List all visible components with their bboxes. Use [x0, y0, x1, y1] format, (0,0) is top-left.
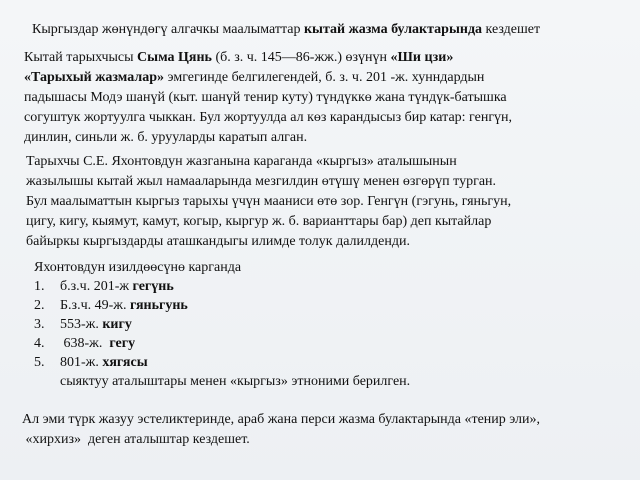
list-item	[34, 277, 634, 296]
paragraph-line: жазылышы кытай жыл намааларында мезгилдин өтүшү менен өзгөрүп турган.	[26, 174, 497, 189]
paragraph-line: Тарыхчы С.Е. Яхонтовдун жазганына караганда «кыргыз» аталышынын	[26, 154, 457, 169]
paragraph-line: цигу, кигу, кыямут, камут, когыр, кыргур ж. б. варианттары бар) деп кытайлар	[26, 214, 492, 229]
list-item	[34, 353, 634, 372]
paragraph-line: «хирхиз» деген аталыштар кездешет.	[22, 432, 250, 447]
paragraph-turkic-sources	[22, 410, 632, 450]
list-number: 1.	[34, 279, 45, 294]
list-item-text: б.з.ч. 201-ж	[60, 279, 130, 294]
list-item-name: хягясы	[102, 355, 148, 370]
heading-line	[32, 20, 632, 40]
list-item-name: гегүнь	[132, 279, 174, 294]
paragraph-line	[24, 48, 624, 68]
list-item-text: 553-ж.	[60, 317, 99, 332]
paragraph-line: байыркы кыргыздарды аташкандыгы илимде толук далилденди.	[26, 234, 410, 249]
list-intro-text: Яхонтовдун изилдөөсүнө карганда	[34, 260, 242, 275]
paragraph-yakhontov	[26, 152, 626, 252]
text-run: Кытай тарыхчысы	[24, 50, 138, 65]
paragraph-sima-qian	[24, 48, 624, 148]
list-item-text: Б.з.ч. 49-ж.	[60, 298, 127, 313]
paragraph-line: Ал эми түрк жазуу эстеликтеринде, араб жана перси жазма булактарында «тенир эли»,	[22, 412, 541, 427]
list-item-name: кигу	[102, 317, 132, 332]
heading-text-bold: кытай жазма булактарында	[303, 22, 483, 37]
list-item-text: 638-ж.	[60, 336, 106, 351]
text-run: (б. з. ч. 145—86-жж.) өзүнүн	[211, 50, 391, 65]
list-item-text: 801-ж.	[60, 355, 99, 370]
list-number: 4.	[34, 336, 45, 351]
list-tail: сыяктуу аталыштары менен «кыргыз» этноними берилген.	[60, 374, 411, 389]
paragraph-line: динлин, синьли ж. б. урууларды каратып алган.	[24, 130, 308, 145]
name-variants-list	[34, 258, 634, 391]
list-item	[34, 296, 634, 315]
list-intro	[34, 258, 634, 277]
heading-text-start: Кыргыздар жөнүндөгү алгачкы маалыматтар	[32, 22, 304, 37]
heading-text-end: кездешет	[482, 22, 541, 37]
author-name: Сыма Цянь	[137, 50, 212, 65]
list-item-name: гегу	[109, 336, 136, 351]
text-run: эмгегинде белгилегендей, б. з. ч. 201 -ж. хунндардын	[164, 70, 485, 85]
paragraph-line: Бул маалыматтын кыргыз тарыхы үчүн мааниси өтө зор. Генгүн (гэгунь, гяньгун,	[26, 194, 512, 209]
list-item-name: гяньгунь	[129, 298, 188, 313]
paragraph-line: падышасы Модэ шанүй (кыт. шанүй тенир куту) түндүккө жана түндүк-батышка	[24, 90, 507, 105]
paragraph-line: согуштук жортуулга чыккан. Бул жортуулда ал көз карандысыз бир катар: генгүн,	[24, 110, 513, 125]
list-number: 5.	[34, 355, 45, 370]
list-number: 2.	[34, 298, 45, 313]
work-title: «Ши цзи»	[390, 50, 454, 65]
list-number: 3.	[34, 317, 45, 332]
list-item	[34, 334, 634, 353]
list-item	[34, 315, 634, 334]
paragraph-line	[24, 68, 624, 88]
work-title-translation: «Тарыхый жазмалар»	[24, 70, 164, 85]
